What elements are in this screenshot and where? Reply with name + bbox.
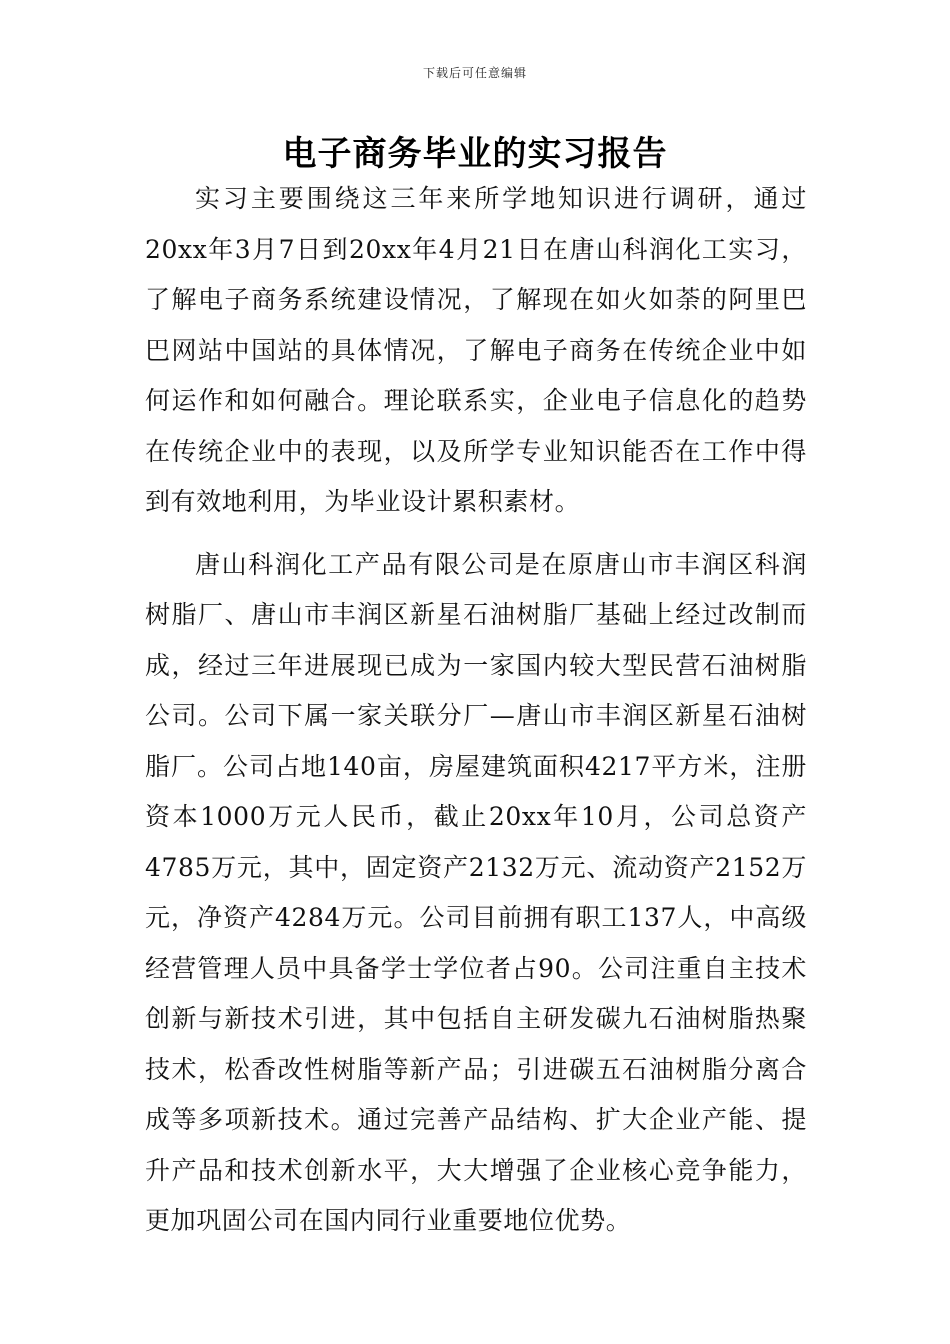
document-body — [145, 174, 807, 1247]
paragraph-company-profile: 唐山科润化工产品有限公司是在原唐山市丰润区科润树脂厂、唐山市丰润区新星石油树脂厂基础上经过改制而成，经过三年进展现已成为一家国内较大型民营石油树脂公司。公司下属一家关联分厂—唐山市丰润区新星石油树脂厂。公司占地140亩，房屋建筑面积4217平方米，注册资本1000万元人民币，截止20xx年10月，公司总资产4785万元，其中，固定资产2132万元、流动资产2152万元，净资产4284万元。公司目前拥有职工137人，中高级经营管理人员中具备学士学位者占90。公司注重自主技术创新与新技术引进，其中包括自主研发碳九石油树脂热聚技术，松香改性树脂等新产品；引进碳五石油树脂分离合成等多项新技术。通过完善产品结构、扩大企业产能、提升产品和技术创新水平，大大增强了企业核心竞争能力，更加巩固公司在国内同行业重要地位优势。 — [145, 549, 807, 1235]
paragraph-intro: 实习主要围绕这三年来所学地知识进行调研，通过20xx年3月7日到20xx年4月21日在唐山科润化工实习，了解电子商务系统建设情况，了解现在如火如荼的阿里巴巴网站中国站的具体情况，了解电子商务在传统企业中如何运作和如何融合。理论联系实，企业电子信息化的趋势在传统企业中的表现，以及所学专业知识能否在工作中得到有效地利用，为毕业设计累积素材。 — [145, 184, 807, 516]
header-note: 下载后可任意编辑 — [422, 66, 527, 80]
document-title: 电子商务毕业的实习报告 — [282, 134, 668, 174]
